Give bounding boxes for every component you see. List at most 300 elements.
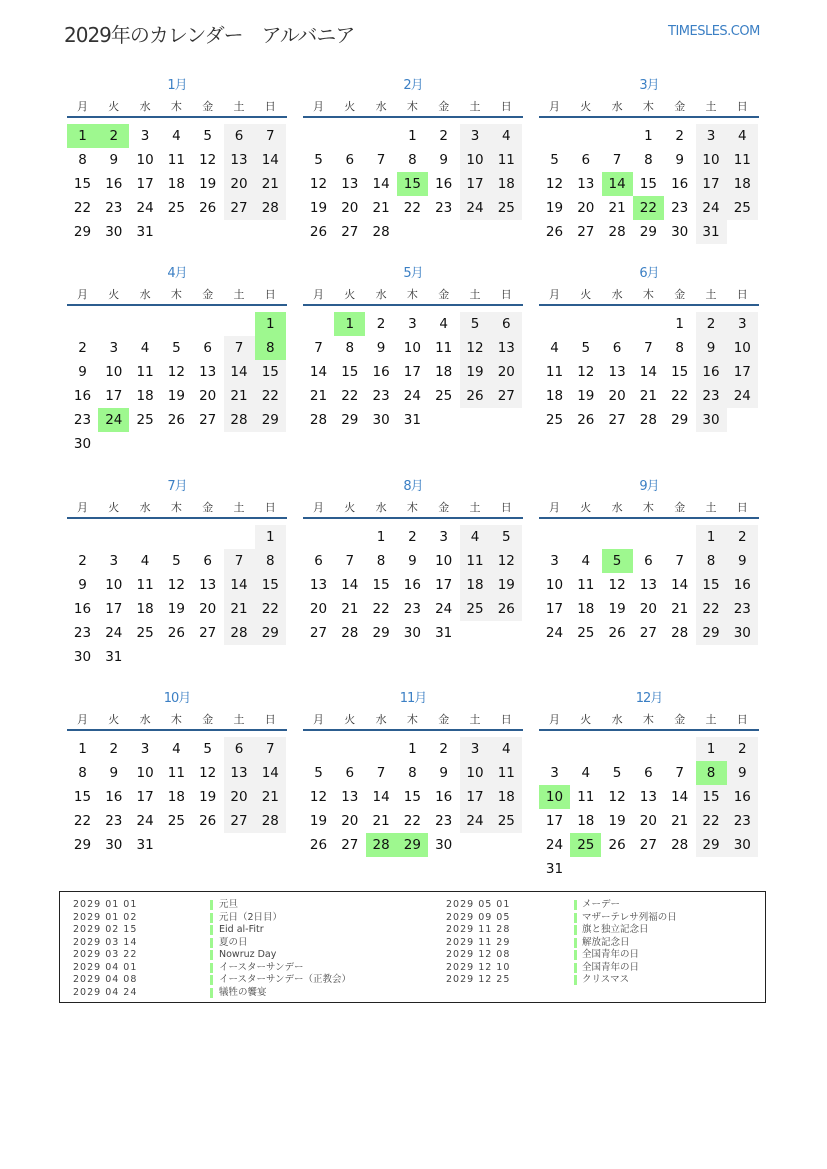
day-cell: 10	[136, 765, 154, 781]
day-cell: 14	[309, 364, 328, 380]
header-rule	[539, 517, 759, 519]
weekday-label: 日	[736, 713, 748, 726]
day-cell: 11	[577, 789, 595, 805]
day-cell: 17	[136, 176, 154, 192]
holiday-marker	[210, 913, 213, 923]
weekday-label: 月	[77, 288, 88, 301]
day-cell: 17	[727, 360, 758, 384]
header-rule	[67, 304, 287, 306]
header-rule	[67, 116, 287, 118]
holiday-date: 2029 12 10	[446, 961, 511, 973]
day-cell: 4	[140, 553, 150, 569]
day-cell: 21	[224, 384, 255, 408]
brand-logo[interactable]: TIMESLES.COM	[668, 24, 760, 39]
weekday-label: 月	[313, 100, 324, 113]
holiday-marker	[210, 988, 213, 998]
day-cell: 11	[545, 364, 564, 380]
weekday-header	[303, 711, 523, 731]
day-cell: 10	[435, 553, 453, 569]
day-cell: 4	[727, 124, 758, 148]
weekday-label: 月	[313, 501, 324, 514]
day-cell: 10	[696, 148, 727, 172]
day-cell: 31	[136, 224, 154, 240]
day-cell: 7	[675, 553, 684, 569]
weekday-label: 火	[108, 501, 120, 514]
month-name: 2月	[403, 78, 423, 93]
holiday-date: 2029 03 22	[73, 949, 138, 960]
day-cell: 10	[403, 340, 421, 356]
day-cell: 27	[639, 625, 657, 641]
day-cell: 28	[639, 412, 657, 428]
day-cell: 19	[167, 601, 185, 617]
day-cell: 19	[199, 176, 217, 192]
day-cell: 11	[460, 549, 491, 573]
weekday-header	[67, 499, 287, 519]
day-cell: 1	[408, 741, 417, 757]
month-name: 8月	[403, 479, 423, 494]
day-cell: 2	[408, 529, 417, 545]
holiday-marker	[574, 938, 577, 948]
day-cell: 14	[671, 577, 689, 593]
day-cell: 12	[199, 765, 217, 781]
month-name: 11月	[399, 691, 427, 706]
day-cell: 11	[167, 765, 185, 781]
holiday-day-cell: 8	[255, 336, 286, 360]
day-cell: 12	[545, 176, 564, 192]
day-cell: 20	[224, 172, 255, 196]
day-cell: 10	[727, 336, 758, 360]
day-cell: 24	[136, 200, 154, 216]
day-cell: 17	[460, 785, 491, 809]
day-cell: 31	[136, 837, 154, 853]
weekday-label: 水	[375, 100, 387, 113]
day-cell: 9	[727, 761, 758, 785]
day-cell: 4	[140, 340, 150, 356]
weekday-label: 木	[406, 288, 418, 301]
weekday-label: 月	[549, 288, 560, 301]
weekday-header	[539, 499, 759, 519]
holiday-marker	[210, 963, 213, 973]
weekday-header	[303, 98, 523, 118]
holiday-marker	[574, 913, 577, 923]
holiday-day-cell: 1	[255, 312, 286, 336]
day-cell: 12	[199, 152, 217, 168]
day-cell: 14	[639, 364, 657, 380]
day-cell: 24	[460, 196, 491, 220]
day-cell: 25	[136, 625, 154, 641]
day-cell: 11	[727, 148, 758, 172]
day-cell: 26	[608, 837, 626, 853]
weekday-label: 金	[674, 713, 686, 726]
day-cell: 5	[172, 553, 181, 569]
weekday-label: 土	[233, 713, 245, 726]
day-cell: 22	[73, 813, 92, 829]
weekday-label: 水	[375, 501, 387, 514]
header-rule	[303, 304, 523, 306]
day-cell: 9	[109, 152, 119, 168]
holiday-name: 元日（2日目）	[219, 911, 283, 923]
holiday-name: イースターサンデー	[219, 961, 304, 973]
day-cell: 8	[644, 152, 653, 168]
day-cell: 7	[345, 553, 355, 569]
day-cell: 7	[314, 340, 323, 356]
day-cell: 12	[309, 789, 328, 805]
day-cell: 18	[577, 601, 595, 617]
day-cell: 13	[608, 364, 626, 380]
weekday-label: 火	[344, 713, 356, 726]
day-cell: 23	[105, 813, 123, 829]
day-cell: 2	[109, 741, 119, 757]
day-cell: 13	[199, 364, 217, 380]
holiday-day-cell: 25	[570, 833, 601, 857]
day-cell: 23	[435, 200, 453, 216]
day-cell: 16	[435, 789, 453, 805]
page-title: 2029年のカレンダー アルバニア	[64, 23, 355, 47]
day-cell: 16	[403, 577, 421, 593]
day-cell: 7	[255, 737, 286, 761]
holiday-marker	[574, 963, 577, 973]
day-cell: 20	[309, 601, 328, 617]
day-cell: 24	[696, 196, 727, 220]
header-rule	[539, 116, 759, 118]
day-cell: 30	[73, 649, 92, 665]
day-cell: 20	[608, 388, 626, 404]
day-cell: 25	[167, 813, 185, 829]
day-cell: 27	[199, 625, 217, 641]
day-cell: 2	[727, 737, 758, 761]
day-cell: 29	[671, 412, 689, 428]
day-cell: 3	[109, 340, 119, 356]
day-cell: 3	[460, 737, 491, 761]
day-cell: 9	[109, 765, 119, 781]
weekday-label: 日	[500, 501, 512, 514]
day-cell: 18	[491, 785, 522, 809]
day-cell: 9	[78, 577, 87, 593]
day-cell: 26	[309, 224, 328, 240]
day-cell: 23	[696, 384, 727, 408]
day-cell: 11	[491, 148, 522, 172]
day-cell: 28	[671, 625, 689, 641]
day-cell: 20	[491, 360, 522, 384]
weekday-label: 日	[264, 713, 276, 726]
weekday-label: 火	[580, 288, 592, 301]
holiday-date: 2029 04 24	[73, 986, 138, 998]
holiday-name: メーデー	[582, 899, 621, 910]
weekday-label: 水	[139, 501, 151, 514]
day-cell: 6	[224, 124, 255, 148]
day-cell: 16	[73, 388, 92, 404]
day-cell: 30	[671, 224, 689, 240]
day-cell: 3	[696, 124, 727, 148]
day-cell: 29	[696, 833, 727, 857]
holiday-name: 全国青年の日	[582, 949, 640, 960]
day-cell: 1	[696, 737, 727, 761]
header-rule	[303, 729, 523, 731]
day-cell: 25	[435, 388, 453, 404]
day-cell: 20	[199, 601, 217, 617]
day-cell: 1	[376, 529, 386, 545]
day-cell: 24	[136, 813, 154, 829]
weekday-label: 月	[549, 713, 560, 726]
day-cell: 4	[491, 737, 522, 761]
day-cell: 22	[372, 601, 390, 617]
day-cell: 27	[199, 412, 217, 428]
day-cell: 26	[167, 625, 185, 641]
month-name: 3月	[639, 78, 659, 93]
weekday-label: 月	[549, 501, 560, 514]
day-cell: 9	[675, 152, 684, 168]
weekday-label: 水	[375, 713, 387, 726]
month-name: 5月	[403, 266, 423, 281]
day-cell: 15	[696, 785, 727, 809]
day-cell: 30	[372, 412, 390, 428]
day-cell: 24	[460, 809, 491, 833]
day-cell: 18	[727, 172, 758, 196]
weekday-label: 火	[344, 288, 356, 301]
day-cell: 3	[408, 316, 417, 332]
day-cell: 19	[309, 813, 328, 829]
day-cell: 27	[224, 196, 255, 220]
day-cell: 10	[136, 152, 154, 168]
day-cell: 19	[491, 573, 522, 597]
weekday-header	[303, 286, 523, 306]
day-cell: 3	[727, 312, 758, 336]
day-cell: 9	[408, 553, 417, 569]
day-cell: 14	[224, 360, 255, 384]
day-cell: 20	[224, 785, 255, 809]
day-cell: 29	[639, 224, 657, 240]
day-cell: 27	[341, 224, 359, 240]
day-cell: 17	[105, 601, 123, 617]
day-cell: 18	[491, 172, 522, 196]
weekday-label: 木	[406, 501, 418, 514]
day-cell: 8	[255, 549, 286, 573]
day-cell: 8	[408, 765, 417, 781]
day-cell: 29	[255, 621, 286, 645]
weekday-label: 火	[344, 100, 356, 113]
month-name: 12月	[635, 691, 663, 706]
weekday-label: 金	[202, 713, 214, 726]
day-cell: 20	[639, 813, 657, 829]
day-cell: 19	[460, 360, 491, 384]
holiday-day-cell: 8	[696, 761, 727, 785]
day-cell: 18	[435, 364, 453, 380]
weekday-label: 日	[736, 288, 748, 301]
day-cell: 1	[696, 525, 727, 549]
day-cell: 30	[105, 224, 123, 240]
weekday-label: 日	[500, 288, 512, 301]
day-cell: 5	[314, 765, 323, 781]
header-rule	[303, 517, 523, 519]
day-cell: 15	[403, 789, 421, 805]
month-name: 1月	[167, 78, 187, 93]
day-cell: 20	[639, 601, 657, 617]
day-cell: 13	[341, 176, 359, 192]
weekday-label: 月	[77, 713, 88, 726]
day-cell: 13	[224, 148, 255, 172]
day-cell: 11	[435, 340, 453, 356]
day-cell: 26	[460, 384, 491, 408]
day-cell: 22	[341, 388, 359, 404]
day-cell: 5	[314, 152, 323, 168]
weekday-label: 火	[108, 713, 120, 726]
day-cell: 10	[460, 761, 491, 785]
day-cell: 9	[439, 765, 448, 781]
day-cell: 6	[345, 152, 355, 168]
day-cell: 6	[224, 737, 255, 761]
month-name: 7月	[167, 479, 187, 494]
day-cell: 31	[105, 649, 123, 665]
day-cell: 23	[372, 388, 390, 404]
day-cell: 23	[403, 601, 421, 617]
day-cell: 12	[167, 364, 185, 380]
holiday-day-cell: 28	[366, 833, 397, 857]
day-cell: 11	[167, 152, 185, 168]
holiday-name: 犠牲の饗宴	[219, 986, 267, 998]
day-cell: 4	[491, 124, 522, 148]
day-cell: 28	[372, 224, 390, 240]
holiday-name: クリスマス	[582, 974, 630, 985]
day-cell: 17	[696, 172, 727, 196]
weekday-label: 土	[233, 288, 245, 301]
day-cell: 31	[696, 220, 727, 244]
weekday-label: 金	[202, 100, 214, 113]
day-cell: 18	[577, 813, 595, 829]
weekday-label: 水	[139, 713, 151, 726]
day-cell: 16	[696, 360, 727, 384]
day-cell: 18	[136, 601, 154, 617]
day-cell: 12	[309, 176, 328, 192]
day-cell: 27	[639, 837, 657, 853]
header-rule	[303, 116, 523, 118]
weekday-label: 金	[674, 501, 686, 514]
header-rule	[67, 729, 287, 731]
day-cell: 4	[172, 741, 181, 757]
weekday-label: 月	[313, 288, 324, 301]
day-cell: 4	[460, 525, 491, 549]
day-cell: 9	[376, 340, 386, 356]
day-cell: 22	[403, 200, 421, 216]
day-cell: 15	[255, 573, 286, 597]
day-cell: 3	[550, 553, 559, 569]
day-cell: 28	[309, 412, 328, 428]
holiday-marker	[574, 925, 577, 935]
day-cell: 19	[309, 200, 328, 216]
weekday-label: 月	[77, 501, 88, 514]
day-cell: 1	[78, 741, 87, 757]
day-cell: 14	[224, 573, 255, 597]
weekday-label: 水	[139, 100, 151, 113]
day-cell: 26	[309, 837, 328, 853]
holiday-date: 2029 04 01	[73, 961, 138, 973]
day-cell: 17	[545, 813, 564, 829]
day-cell: 23	[435, 813, 453, 829]
day-cell: 21	[671, 601, 689, 617]
weekday-label: 火	[580, 100, 592, 113]
holiday-day-cell: 14	[602, 172, 633, 196]
day-cell: 17	[545, 601, 564, 617]
day-cell: 28	[224, 621, 255, 645]
day-cell: 3	[109, 553, 119, 569]
holiday-name: 元旦	[219, 899, 239, 910]
weekday-label: 土	[469, 713, 481, 726]
day-cell: 17	[435, 577, 453, 593]
weekday-label: 火	[344, 501, 356, 514]
day-cell: 7	[644, 340, 653, 356]
holiday-marker	[210, 938, 213, 948]
day-cell: 2	[78, 340, 87, 356]
holiday-name: Nowruz Day	[219, 949, 277, 960]
day-cell: 19	[608, 813, 626, 829]
holiday-day-cell: 1	[67, 124, 98, 148]
day-cell: 19	[608, 601, 626, 617]
day-cell: 12	[577, 364, 595, 380]
day-cell: 30	[727, 621, 758, 645]
holiday-day-cell: 22	[633, 196, 664, 220]
holiday-name: 夏の日	[219, 936, 248, 948]
weekday-label: 日	[264, 501, 276, 514]
day-cell: 25	[136, 412, 154, 428]
day-cell: 25	[545, 412, 564, 428]
day-cell: 23	[73, 625, 92, 641]
day-cell: 14	[255, 761, 286, 785]
weekday-label: 水	[611, 100, 623, 113]
weekday-label: 木	[406, 100, 418, 113]
day-cell: 28	[255, 809, 286, 833]
day-cell: 5	[612, 765, 622, 781]
day-cell: 2	[78, 553, 87, 569]
day-cell: 15	[639, 176, 657, 192]
day-cell: 31	[435, 625, 453, 641]
day-cell: 5	[203, 128, 212, 144]
day-cell: 11	[491, 761, 522, 785]
day-cell: 15	[372, 577, 390, 593]
weekday-label: 月	[549, 100, 560, 113]
holiday-name: イースターサンデー（正教会）	[219, 974, 352, 985]
day-cell: 30	[105, 837, 123, 853]
weekday-label: 土	[469, 288, 481, 301]
day-cell: 15	[696, 573, 727, 597]
day-cell: 29	[73, 224, 92, 240]
weekday-label: 土	[705, 100, 717, 113]
day-cell: 19	[199, 789, 217, 805]
holiday-date: 2029 11 28	[446, 924, 511, 935]
holiday-name: 旗と独立記念日	[582, 924, 649, 935]
header-rule	[539, 304, 759, 306]
day-cell: 11	[136, 577, 154, 593]
day-cell: 4	[581, 765, 591, 781]
day-cell: 16	[727, 573, 758, 597]
day-cell: 29	[696, 621, 727, 645]
day-cell: 1	[408, 128, 417, 144]
holiday-date: 2029 12 08	[446, 949, 511, 960]
weekday-label: 土	[705, 713, 717, 726]
day-cell: 10	[105, 364, 123, 380]
day-cell: 13	[491, 336, 522, 360]
weekday-label: 日	[264, 288, 276, 301]
day-cell: 2	[439, 128, 448, 144]
weekday-label: 火	[580, 713, 592, 726]
day-cell: 17	[136, 789, 154, 805]
day-cell: 29	[73, 837, 92, 853]
day-cell: 7	[675, 765, 684, 781]
holiday-day-cell: 24	[98, 408, 129, 432]
day-cell: 21	[224, 597, 255, 621]
weekday-label: 金	[202, 288, 214, 301]
day-cell: 8	[376, 553, 386, 569]
day-cell: 8	[696, 549, 727, 573]
day-cell: 22	[671, 388, 689, 404]
